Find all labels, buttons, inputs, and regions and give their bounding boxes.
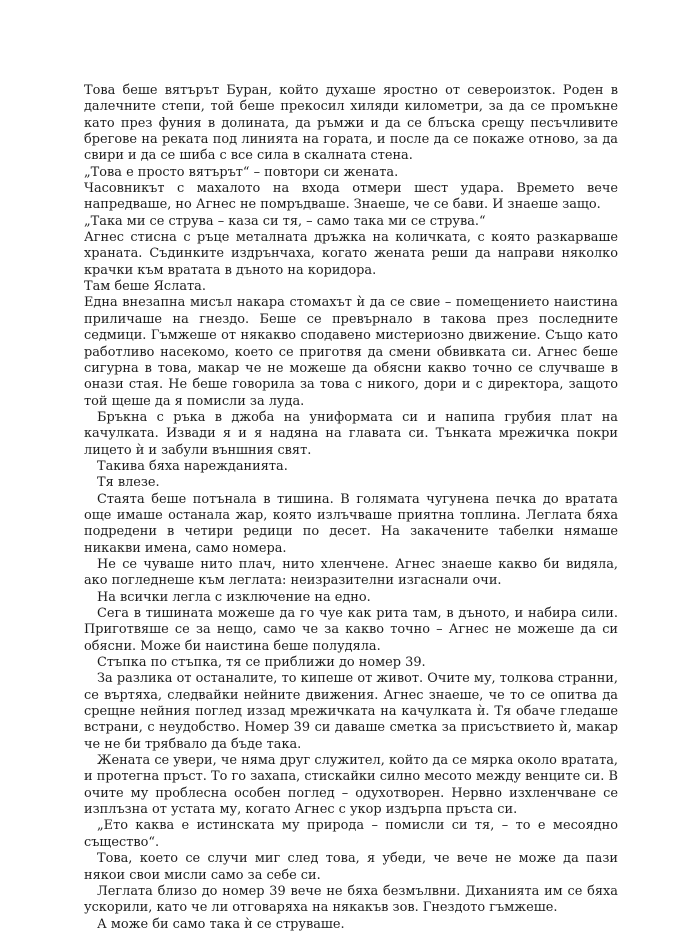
- paragraph-6: Там беше Яслата.: [84, 279, 206, 295]
- paragraph-2: „Това е просто вятърът“ – повтори си жената.: [84, 164, 399, 180]
- paragraph-17: Жената се увери, че няма друг служител, който да се мярка около вратата, и протегна пръст. То го захапа, стискайки силно месото между венците си. В очите му проблесна особен поглед – одухотворен. Нервно изхленчване се изплъзна от устата му, когато Агнес с укор издърпа пръста си.: [84, 753, 618, 818]
- paragraph-8: Бръкна с ръка в джоба на униформата си и напипа грубия плат на качулката. Извади я и я надяна на главата си. Тънката мрежичка покри лицето ѝ и забули външния свят.: [84, 409, 618, 458]
- paragraph-9: Такива бяха нарежданията.: [97, 458, 288, 474]
- document-page: [84, 83, 618, 933]
- paragraph-16: За разлика от останалите, то кипеше от живот. Очите му, толкова странни, се въртяха, следвайки нейните движения. Агнес знаеше, че то се опитва да срещне нейния поглед иззад мрежичката на качулката ѝ. Тя обаче гледаше встрани, с неудобство. Номер 39 си даваше сметка за присъствието ѝ, макар че не би трябвало да бъде така.: [84, 671, 618, 752]
- paragraph-10: Тя влезе.: [97, 475, 160, 491]
- paragraph-14: Сега в тишината можеше да го чуе как рита там, в дъното, и набира сили. Приготвяше се за нещо, само че за какво точно – Агнес не можеше да си обясни. Може би наистина беше полудяла.: [84, 606, 618, 654]
- paragraph-5: Агнес стисна с ръце металната дръжка на количката, с която разкарваше храната. Съдинките издрънчаха, когато жената реши да направи няколко крачки към вратата в дъното на коридора.: [84, 230, 618, 278]
- paragraph-11: Стаята беше потънала в тишина. В голямата чугунена печка до вратата още имаше останала жар, която излъчваше приятна топлина. Леглата бяха подредени в четири редици по десет. На закачените табелки нямаше никакви имена, само номера.: [84, 491, 618, 556]
- paragraph-12: Не се чуваше нито плач, нито хленчене. Агнес знаеше какво би видяла, ако погледнеше към леглата: неизразителни изгаснали очи.: [84, 556, 618, 589]
- paragraph-18: „Ето каква е истинската му природа – помисли си тя, – то е месоядно същество“.: [84, 818, 618, 850]
- paragraph-13: На всички легла с изключение на едно.: [97, 589, 371, 605]
- paragraph-7: Една внезапна мисъл накара стомахът ѝ да се свие – помещението наистина приличаше на гнездо. Беше се превърнало в такова през последните седмици. Гъмжеше от някакво сподавено мистериозно движение. Също като работливо насекомо, което се приготвя да смени обвивката си. Агнес беше сигурна в това, макар че не можеше да обясни какво точно се случваше в онази стая. Не беше говорила за това с никого, дори и с директора, защото той щеше да я помисли за луда.: [84, 295, 618, 409]
- paragraph-21: А може би само така ѝ се струваше.: [97, 916, 345, 932]
- paragraph-15: Стъпка по стъпка, тя се приближи до номер 39.: [97, 655, 426, 671]
- paragraph-3: Часовникът с махалото на входа отмери шест удара. Времето вече напредваше, но Агнес не помръдваше. Знаеше, че се бави. И знаеше защо.: [84, 181, 618, 213]
- paragraph-1: Това беше вятърът Буран, който духаше яростно от североизток. Роден в далечните степи, той беше прекосил хиляди километри, за да се промъкне като през фуния в долината, да ръмжи и да се блъска срещу песъчливите брегове на реката под линията на гората, и после да се покаже отново, за да свири и да се шиба с все сила в скалната стена.: [84, 83, 618, 164]
- paragraph-19: Това, което се случи миг след това, я убеди, че вече не може да пази някои свои мисли само за себе си.: [84, 851, 618, 883]
- paragraph-4: „Така ми се струва – каза си тя, – само така ми се струва.“: [84, 213, 486, 229]
- paragraph-20: Леглата близо до номер 39 вече не бяха безмълвни. Диханията им се бяха ускорили, като че ли отговаряха на някакъв зов. Гнездото гъмжеше.: [84, 883, 618, 916]
